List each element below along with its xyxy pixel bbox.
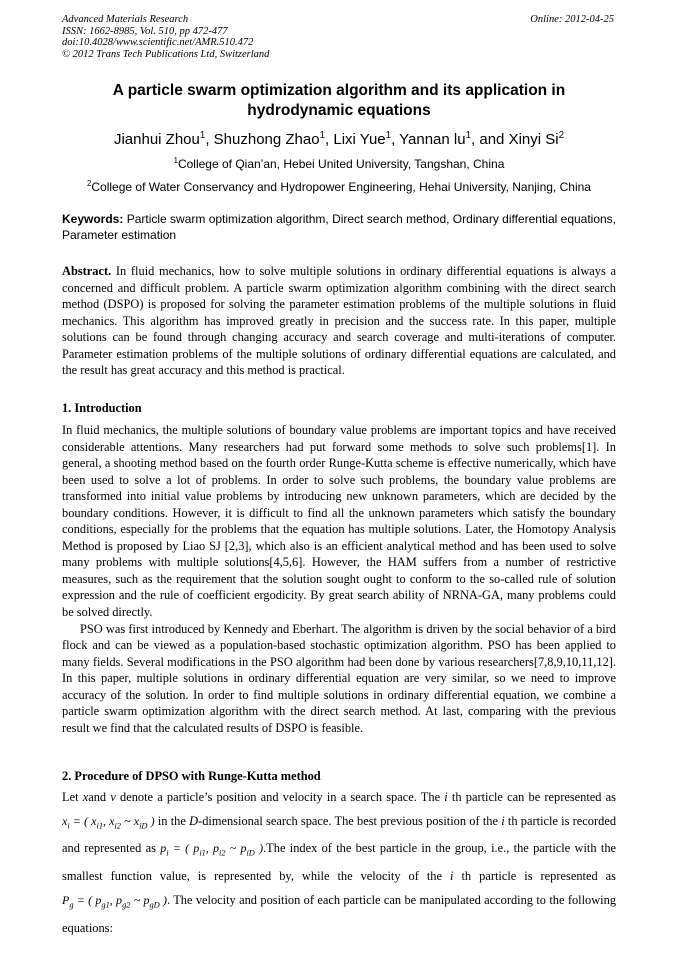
eq-part: , p xyxy=(205,841,220,856)
copyright-line: © 2012 Trans Tech Publications Ltd, Switzerland xyxy=(62,48,270,60)
keywords-text: Particle swarm optimization algorithm, Direct search method, Ordinary differential equations, Parameter estimation xyxy=(62,212,617,242)
equation-pg xyxy=(62,892,167,910)
text-run: and xyxy=(88,790,111,804)
eq-part: = ( p xyxy=(168,841,200,856)
text-run: th particle can be represented as xyxy=(447,790,617,804)
eq-sub: g xyxy=(69,900,74,910)
author-name: Lixi Yue xyxy=(333,131,386,148)
author-separator: , and xyxy=(471,131,509,148)
math-var: D xyxy=(189,813,199,828)
eq-sub: g2 xyxy=(122,900,131,910)
abstract xyxy=(62,263,616,379)
issn-line: ISSN: 1662-8985, Vol. 510, pp 472-477 xyxy=(62,25,228,37)
affiliation-marker: 1 xyxy=(385,130,392,141)
affiliation-marker: 1 xyxy=(465,130,472,141)
paper-title xyxy=(62,81,616,120)
keywords xyxy=(62,212,616,243)
affiliation-marker: 2 xyxy=(87,179,92,188)
eq-part: ~ p xyxy=(225,841,247,856)
eq-sub: i2 xyxy=(114,820,121,830)
paragraph: In fluid mechanics, the multiple solutions of boundary value problems are important topics and have received considerable attentions. Many researchers had put forward some methods to solve such problems[1]. In general, a shooting method based on the fourth order Runge-Kutta scheme is effective numerically, which have been used to solve a lot of problems. In order to solve such problems, the boundary value problems are transformed into initial value problems by introducing new unknown parameters, which are decided by the boundary conditions. However, it is difficult to find all the unknown parameters which satisfy the boundary conditions, especially for the problems that the equation has multiple solutions. Later, the Homotopy Analysis Method is proposed by Liao SJ [2,3], which also is an efficient analytical method and has been used to solve many problems with multiple solutions[4,5,6]. However, the HAM suffers from a number of restrictive measures, such as the requirement that the solution sought ought to conform to the so-called rule of solution expression and the rule of coefficient ergodicity. By great search ability of NRNA-GA, many problems could be solved directly. xyxy=(62,423,616,620)
eq-sub: i xyxy=(67,820,70,830)
eq-part: ~ p xyxy=(130,892,150,907)
eq-sub: g1 xyxy=(101,900,110,910)
author-list xyxy=(62,130,616,149)
online-date: Online: 2012-04-25 xyxy=(530,14,614,25)
author-name: Jianhui Zhou xyxy=(113,131,200,148)
eq-part: ~ x xyxy=(121,813,140,828)
title-line-2: hydrodynamic equations xyxy=(247,101,431,119)
eq-part: , x xyxy=(103,813,115,828)
abstract-text: In fluid mechanics, how to solve multiple solutions in ordinary differential equations is always a concerned and difficult problem. A particle swarm optimization algorithm combining with the direct search method (DSPO) is proposed for solving the parameter estimation problems of the multiple solutions in fluid mechanics. This algorithm has improved greatly in precision and the success rate. In this paper, multiple solutions can be found through changing accuracy and search coverage and multi-iterations of computer. Parameter estimation problems of the multiple solutions of ordinary differential equations are calculated, and the result has great accuracy and this method is practical. xyxy=(62,264,616,378)
abstract-label: Abstract. xyxy=(62,264,112,278)
author-name: Shuzhong Zhao xyxy=(213,131,320,148)
equation-x xyxy=(62,814,155,828)
eq-sub: gD xyxy=(149,900,160,910)
text-run: -dimensional search space. The best previous position of the xyxy=(198,813,502,828)
text-run: th particle is represented as xyxy=(453,869,616,884)
journal-name: Advanced Materials Research xyxy=(62,14,189,25)
doi-line[interactable]: doi:10.4028/www.scientific.net/AMR.510.472 xyxy=(62,37,254,48)
eq-sub: i1 xyxy=(199,848,206,858)
affiliation-marker: 1 xyxy=(319,130,326,141)
math-var: x xyxy=(82,790,89,804)
math-var: i xyxy=(450,869,454,884)
text-run: . The velocity and position of each particle can be manipulated according to the following equations: xyxy=(62,892,617,935)
affiliation-text: College of Water Conservancy and Hydropower Engineering, Hehai University, Nanjing, China xyxy=(91,180,591,194)
affiliation-1 xyxy=(62,157,616,172)
eq-sub: i xyxy=(166,848,169,858)
eq-part: = ( p xyxy=(73,892,102,907)
title-line-1: A particle swarm optimization algorithm and its application in xyxy=(112,82,566,99)
paragraph xyxy=(62,786,616,940)
eq-part: , p xyxy=(109,892,123,907)
eq-part: ) xyxy=(147,813,155,828)
author-separator: , xyxy=(391,131,400,148)
introduction-body xyxy=(62,422,616,736)
author-separator: , xyxy=(325,131,334,148)
eq-sub: i1 xyxy=(96,820,104,830)
eq-part: P xyxy=(62,892,70,907)
keywords-label: Keywords: xyxy=(62,212,124,226)
math-var: i xyxy=(501,813,505,828)
math-var: i xyxy=(444,790,448,804)
eq-part: ) xyxy=(159,892,167,907)
equation-p xyxy=(160,841,264,858)
author-name: Xinyi Si xyxy=(508,131,559,148)
section-heading-introduction: 1. Introduction xyxy=(62,401,142,415)
journal-info xyxy=(62,14,269,60)
author-name: Yannan lu xyxy=(399,131,466,148)
author-separator: , xyxy=(205,131,214,148)
affiliation-text: College of Qian’an, Hebei United University, Tangshan, China xyxy=(177,157,505,171)
affiliation-marker: 1 xyxy=(199,130,206,141)
eq-sub: i2 xyxy=(219,848,226,858)
eq-sub: iD xyxy=(246,848,255,858)
eq-part: x xyxy=(62,813,68,828)
eq-part: ) xyxy=(254,841,264,856)
affiliation-marker: 2 xyxy=(558,130,565,141)
text-run: in the xyxy=(154,813,190,828)
eq-sub: iD xyxy=(139,820,148,830)
paragraph: PSO was first introduced by Kennedy and Eberhart. The algorithm is driven by the social behavior of a bird flock and can be viewed as a population-based stochastic optimization algorithm. PSO has been applied to many fields. Several modifications in the PSO algorithm had been done by various researchers[7,8,9,10,11,12]. In this paper, multiple solutions in ordinary differential equation are very similar, so we need to improve accuracy of the solution. In order to find multiple solutions in ordinary differential equation, we combine a particle swarm optimization algorithm with the direct search method. At last, comparing with the previous result we find that the calculated results of DSPO is feasible. xyxy=(62,621,616,735)
text-run: th particle is recorded and represented as xyxy=(62,813,617,856)
section-heading-procedure: 2. Procedure of DPSO with Runge-Kutta method xyxy=(62,769,321,783)
eq-part: p xyxy=(160,841,167,856)
math-var: v xyxy=(110,790,116,804)
text-run: .The index of the best particle in the group, i.e., the particle with the smallest function value, is represented by, while the velocity of the xyxy=(62,841,617,884)
affiliation-2 xyxy=(62,180,616,195)
affiliation-marker: 1 xyxy=(173,156,178,165)
eq-part: = ( x xyxy=(69,813,97,828)
text-run: denote a particle’s position and velocity in a search space. The xyxy=(115,790,445,804)
text-run: Let xyxy=(62,790,83,804)
procedure-body xyxy=(62,786,616,940)
